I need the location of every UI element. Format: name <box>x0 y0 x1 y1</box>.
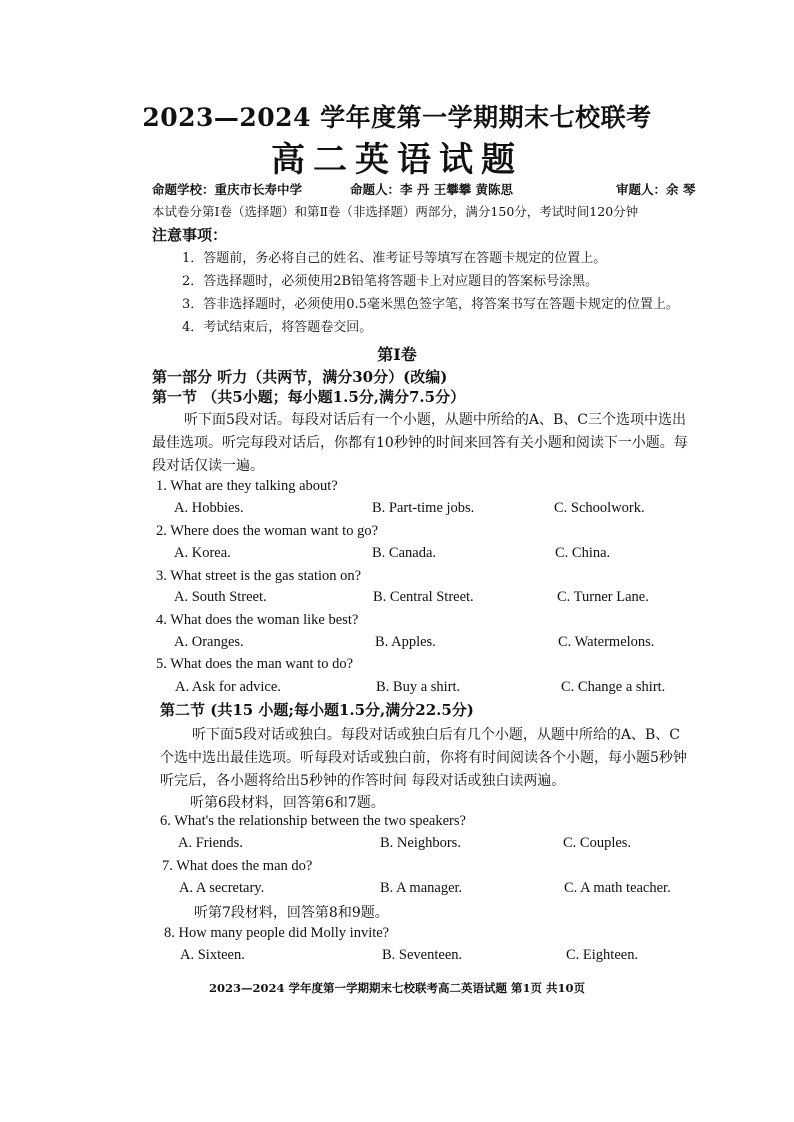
subject-title: 高二英语试题 <box>271 140 523 180</box>
question-stem: 6. What's the relationship between the two speakers? <box>160 813 466 829</box>
exam-title: 2023—2024 学年度第一学期期末七校联考 <box>142 103 652 132</box>
option-c: C. Schoolwork. <box>554 500 645 516</box>
notice-item: 3．答非选择题时，必须使用0.5毫米黑色签字笔，将答案书写在答题卡规定的位置上。 <box>182 297 679 312</box>
option-c: C. A math teacher. <box>564 880 671 896</box>
section2-instruction: 个选中选出最佳选项。听每段对话或独白前，你将有时间阅读各个小题，每小题5秒钟 <box>160 750 687 766</box>
section2-instruction: 听下面5段对话或独白。每段对话或独白后有几个小题，从题中所给的A、B、C <box>192 727 681 743</box>
option-b: B. Canada. <box>372 545 437 561</box>
option-a: A. A secretary. <box>179 880 265 896</box>
question-setters: 命题人：李 丹 王攀攀 黄陈思 <box>350 182 514 197</box>
option-a: A. South Street. <box>174 589 267 605</box>
option-c: C. China. <box>555 545 611 561</box>
question-stem: 8. How many people did Molly invite? <box>164 925 390 941</box>
section1-instruction: 段对话仅读一遍。 <box>152 458 264 474</box>
section1-instruction: 听下面5段对话。每段对话后有一个小题，从题中所给的A、B、C三个选项中选出 <box>184 412 687 428</box>
option-b: B. Central Street. <box>373 589 474 605</box>
option-a: A. Sixteen. <box>180 947 245 963</box>
material7-note: 听第7段材料，回答第8和9题。 <box>194 905 389 921</box>
option-c: C. Change a shirt. <box>561 679 666 695</box>
option-b: B. Seventeen. <box>382 947 463 963</box>
option-a: A. Korea. <box>174 545 231 561</box>
option-c: C. Eighteen. <box>566 947 639 963</box>
section1-title: 第一节 （共5小题；每小题1.5分,满分7.5分） <box>152 388 466 406</box>
reviewer: 审题人：余 琴 <box>616 182 696 197</box>
volume-title: 第Ⅰ卷 <box>377 345 417 364</box>
option-a: A. Hobbies. <box>174 500 244 516</box>
exam-structure: 本试卷分第Ⅰ卷（选择题）和第Ⅱ卷（非选择题）两部分，满分150分，考试时间120分钟 <box>152 204 639 219</box>
option-a: A. Friends. <box>178 835 243 851</box>
option-b: B. Apples. <box>375 634 436 650</box>
option-c: C. Watermelons. <box>558 634 655 650</box>
setting-school: 命题学校：重庆市长寿中学 <box>152 182 303 197</box>
option-b: B. Buy a shirt. <box>376 679 461 695</box>
notice-item: 1．答题前，务必将自己的姓名、准考证号等填写在答题卡规定的位置上。 <box>182 251 607 266</box>
section2-title: 第二节 (共15 小题;每小题1.5分,满分22.5分) <box>160 701 474 719</box>
option-b: B. Part-time jobs. <box>372 500 475 516</box>
option-a: A. Ask for advice. <box>175 679 281 695</box>
question-stem: 1. What are they talking about? <box>156 478 338 494</box>
material6-note: 听第6段材料，回答第6和7题。 <box>190 795 385 811</box>
page-footer: 2023—2024 学年度第一学期期末七校联考高二英语试题 第1页 共10页 <box>208 981 586 995</box>
notice-heading: 注意事项： <box>152 226 228 244</box>
option-b: B. A manager. <box>380 880 463 896</box>
notice-item: 2．答选择题时，必须使用2B铅笔将答题卡上对应题目的答案标号涂黑。 <box>182 274 599 289</box>
question-stem: 5. What does the man want to do? <box>156 656 354 672</box>
option-a: A. Oranges. <box>174 634 244 650</box>
option-b: B. Neighbors. <box>380 835 461 851</box>
question-stem: 4. What does the woman like best? <box>156 612 359 628</box>
part1-title: 第一部分 听力（共两节，满分30分）(改编) <box>152 368 448 386</box>
option-c: C. Couples. <box>563 835 632 851</box>
section2-instruction: 听完后，各小题将给出5秒钟的作答时间 每段对话或独白读两遍。 <box>160 773 566 789</box>
notice-item: 4．考试结束后，将答题卷交回。 <box>182 320 373 335</box>
section1-instruction: 最佳选项。听完每段对话后，你都有10秒钟的时间来回答有关小题和阅读下一小题。每 <box>152 435 688 451</box>
option-c: C. Turner Lane. <box>557 589 649 605</box>
question-stem: 3. What street is the gas station on? <box>156 568 362 584</box>
question-stem: 7. What does the man do? <box>162 858 313 874</box>
question-stem: 2. Where does the woman want to go? <box>156 523 379 539</box>
